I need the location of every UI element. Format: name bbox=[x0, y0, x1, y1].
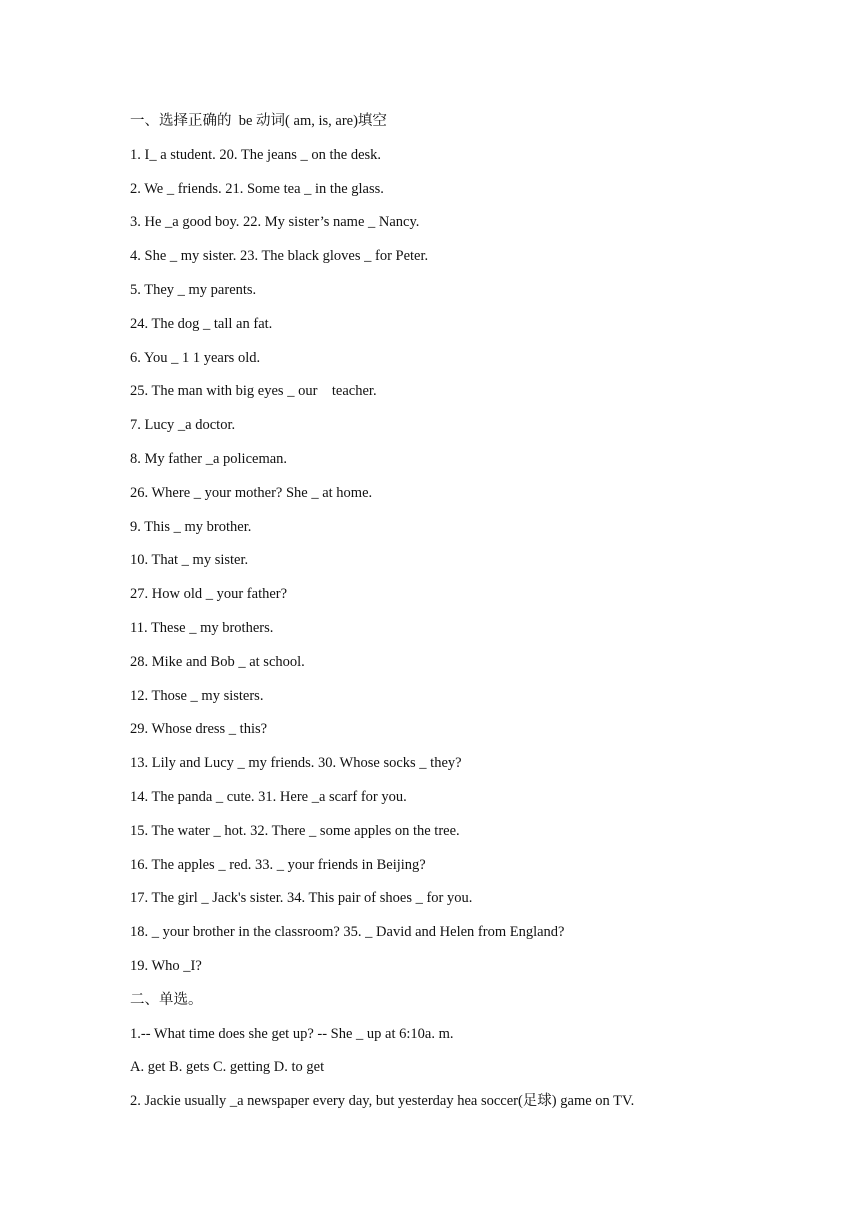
exercise-line: 2. We _ friends. 21. Some tea _ in the glass. bbox=[130, 180, 384, 197]
exercise-line: 3. He _a good boy. 22. My sister’s name _ Nancy. bbox=[130, 214, 420, 231]
exercise-line: 16. The apples _ red. 33. _ your friends in Beijing? bbox=[130, 856, 426, 873]
exercise-line: 6. You _ 1 1 years old. bbox=[130, 349, 261, 366]
exercise-line: 15. The water _ hot. 32. There _ some apples on the tree. bbox=[130, 822, 460, 839]
exercise-line: 14. The panda _ cute. 31. Here _a scarf for you. bbox=[130, 788, 407, 805]
exercise-line: 24. The dog _ tall an fat. bbox=[130, 315, 273, 332]
exercise-line: 29. Whose dress _ this? bbox=[130, 721, 268, 738]
exercise-line: 26. Where _ your mother? She _ at home. bbox=[130, 484, 373, 501]
exercise-line: 18. _ your brother in the classroom? 35. _ David and Helen from England? bbox=[130, 924, 565, 941]
exercise-line: 7. Lucy _a doctor. bbox=[130, 417, 236, 434]
exercise-line: 11. These _ my brothers. bbox=[130, 619, 274, 636]
exercise-line: 9. This _ my brother. bbox=[130, 518, 252, 535]
question-line: 2. Jackie usually _a newspaper every day, but yesterday hea soccer(足球) game on TV. bbox=[130, 1093, 635, 1110]
exercise-line: 19. Who _I? bbox=[130, 957, 202, 974]
exercise-line: 8. My father _a policeman. bbox=[130, 450, 288, 467]
section-heading-2: 二、单选。 bbox=[130, 991, 203, 1008]
exercise-line: 1. I_ a student. 20. The jeans _ on the desk. bbox=[130, 146, 382, 163]
exercise-line: 27. How old _ your father? bbox=[130, 586, 288, 603]
answer-options: A. get B. gets C. getting D. to get bbox=[130, 1059, 325, 1076]
exercise-line: 5. They _ my parents. bbox=[130, 281, 257, 298]
section-heading-1: 一、选择正确的 be 动词( am, is, are)填空 bbox=[130, 113, 387, 129]
exercise-line: 12. Those _ my sisters. bbox=[130, 687, 264, 704]
exercise-line: 13. Lily and Lucy _ my friends. 30. Whose socks _ they? bbox=[130, 755, 462, 772]
exercise-line: 4. She _ my sister. 23. The black gloves _ for Peter. bbox=[130, 248, 429, 265]
worksheet-body bbox=[130, 110, 810, 1124]
exercise-line: 10. That _ my sister. bbox=[130, 552, 249, 569]
question-line: 1.-- What time does she get up? -- She _ up at 6:10a. m. bbox=[130, 1025, 454, 1042]
exercise-line: 28. Mike and Bob _ at school. bbox=[130, 653, 305, 670]
exercise-line: 17. The girl _ Jack's sister. 34. This pair of shoes _ for you. bbox=[130, 890, 473, 907]
exercise-line: 25. The man with big eyes _ our teacher. bbox=[130, 383, 377, 400]
